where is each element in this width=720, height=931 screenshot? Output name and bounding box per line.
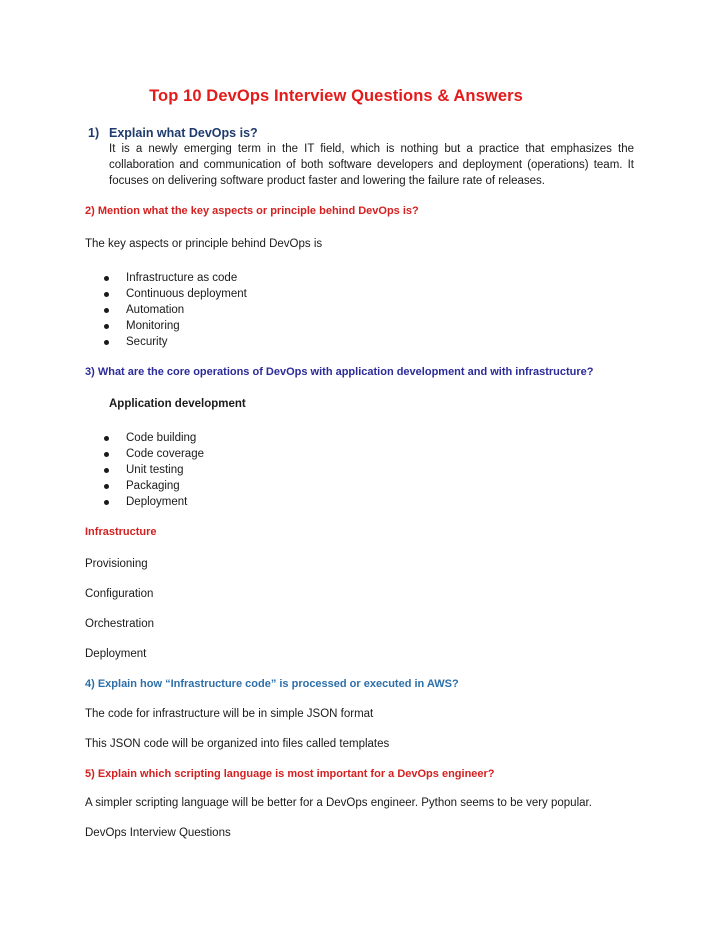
list-item: Monitoring xyxy=(104,318,247,334)
q3-infra-item-orchestration: Orchestration xyxy=(85,618,155,630)
list-item: Code building xyxy=(104,430,204,446)
bullet-icon xyxy=(104,436,109,441)
list-item: Infrastructure as code xyxy=(104,270,247,286)
q3-app-bullet-list xyxy=(104,430,204,510)
list-item: Security xyxy=(104,334,247,350)
q2-question: 2) Mention what the key aspects or principle behind DevOps is? xyxy=(85,205,419,217)
list-item: Deployment xyxy=(104,494,204,510)
bullet-icon xyxy=(104,468,109,473)
list-item: Packaging xyxy=(104,478,204,494)
q1-number: 1) xyxy=(88,126,100,140)
q5-line-1: A simpler scripting language will be better for a DevOps engineer. Python seems to be very popular. xyxy=(85,797,592,809)
list-item: Continuous deployment xyxy=(104,286,247,302)
bullet-icon xyxy=(104,276,109,281)
list-item: Unit testing xyxy=(104,462,204,478)
list-item: Code coverage xyxy=(104,446,204,462)
bullet-icon xyxy=(104,308,109,313)
q2-bullet-list xyxy=(104,270,247,350)
bullet-icon xyxy=(104,500,109,505)
q3-infra-item-deployment: Deployment xyxy=(85,648,147,660)
q3-question: 3) What are the core operations of DevOps with application development and with infrastructure? xyxy=(85,366,594,378)
q2-intro: The key aspects or principle behind DevOps is xyxy=(85,238,323,250)
q5-line-2: DevOps Interview Questions xyxy=(85,827,231,839)
q3-infra-heading: Infrastructure xyxy=(85,526,157,538)
list-item: Automation xyxy=(104,302,247,318)
page-title: Top 10 DevOps Interview Questions & Answers xyxy=(149,87,523,105)
q4-line-2: This JSON code will be organized into files called templates xyxy=(85,738,390,750)
q1-question: Explain what DevOps is? xyxy=(109,126,258,140)
q4-line-1: The code for infrastructure will be in simple JSON format xyxy=(85,708,374,720)
q3-app-heading: Application development xyxy=(109,398,246,410)
bullet-icon xyxy=(104,484,109,489)
q5-question: 5) Explain which scripting language is most important for a DevOps engineer? xyxy=(85,768,495,780)
q3-infra-item-configuration: Configuration xyxy=(85,588,154,600)
bullet-icon xyxy=(104,324,109,329)
bullet-icon xyxy=(104,292,109,297)
q1-answer: It is a newly emerging term in the IT field, which is nothing but a practice that emphasizes the collaboration and communication of both software developers and deployment (operations) team. It focuses on delivering software product faster and lowering the failure rate of releases. xyxy=(109,143,634,187)
q4-question: 4) Explain how “Infrastructure code” is processed or executed in AWS? xyxy=(85,678,459,690)
q3-infra-item-provisioning: Provisioning xyxy=(85,558,148,570)
bullet-icon xyxy=(104,452,109,457)
bullet-icon xyxy=(104,340,109,345)
